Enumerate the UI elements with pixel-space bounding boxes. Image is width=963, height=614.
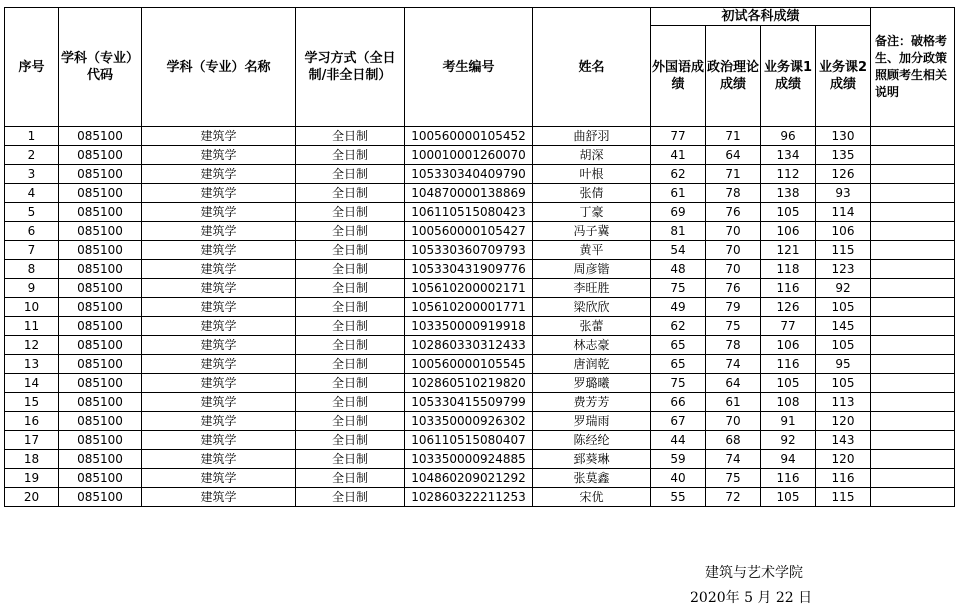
- cell-study-mode: 全日制: [296, 317, 405, 336]
- cell-politics-score: 71: [706, 127, 761, 146]
- cell-exam-no: 103350000926302: [405, 412, 533, 431]
- cell-seq: 7: [5, 241, 59, 260]
- table-row: [5, 241, 955, 260]
- header-discipline-name: 学科（专业）名称: [142, 8, 296, 127]
- table-row: [5, 336, 955, 355]
- cell-politics-score: 78: [706, 336, 761, 355]
- cell-course1-score: 138: [761, 184, 816, 203]
- cell-politics-score: 61: [706, 393, 761, 412]
- cell-name: 宋优: [533, 488, 651, 507]
- cell-remark: [871, 393, 955, 412]
- cell-foreign-score: 59: [651, 450, 706, 469]
- cell-study-mode: 全日制: [296, 260, 405, 279]
- table-row: [5, 260, 955, 279]
- cell-remark: [871, 184, 955, 203]
- cell-course1-score: 116: [761, 279, 816, 298]
- cell-course2-score: 130: [816, 127, 871, 146]
- cell-remark: [871, 336, 955, 355]
- cell-name: 梁欣欣: [533, 298, 651, 317]
- cell-study-mode: 全日制: [296, 355, 405, 374]
- table-row: [5, 469, 955, 488]
- cell-foreign-score: 48: [651, 260, 706, 279]
- cell-seq: 19: [5, 469, 59, 488]
- cell-discipline-name: 建筑学: [142, 165, 296, 184]
- cell-study-mode: 全日制: [296, 184, 405, 203]
- cell-foreign-score: 75: [651, 374, 706, 393]
- cell-foreign-score: 61: [651, 184, 706, 203]
- cell-course2-score: 115: [816, 488, 871, 507]
- cell-discipline-code: 085100: [59, 203, 142, 222]
- cell-exam-no: 105330340409790: [405, 165, 533, 184]
- cell-politics-score: 79: [706, 298, 761, 317]
- cell-remark: [871, 450, 955, 469]
- cell-name: 冯子冀: [533, 222, 651, 241]
- cell-discipline-name: 建筑学: [142, 222, 296, 241]
- cell-course1-score: 105: [761, 488, 816, 507]
- cell-discipline-code: 085100: [59, 184, 142, 203]
- cell-course1-score: 106: [761, 222, 816, 241]
- cell-remark: [871, 431, 955, 450]
- cell-course1-score: 105: [761, 374, 816, 393]
- cell-name: 周彦锴: [533, 260, 651, 279]
- cell-course1-score: 118: [761, 260, 816, 279]
- cell-course2-score: 106: [816, 222, 871, 241]
- cell-discipline-name: 建筑学: [142, 488, 296, 507]
- cell-discipline-name: 建筑学: [142, 260, 296, 279]
- cell-discipline-code: 085100: [59, 431, 142, 450]
- cell-course1-score: 105: [761, 203, 816, 222]
- cell-seq: 13: [5, 355, 59, 374]
- cell-seq: 17: [5, 431, 59, 450]
- cell-name: 曲舒羽: [533, 127, 651, 146]
- cell-name: 张蕾: [533, 317, 651, 336]
- cell-discipline-name: 建筑学: [142, 431, 296, 450]
- cell-seq: 18: [5, 450, 59, 469]
- cell-politics-score: 70: [706, 412, 761, 431]
- cell-discipline-name: 建筑学: [142, 355, 296, 374]
- cell-discipline-name: 建筑学: [142, 450, 296, 469]
- table-row: [5, 184, 955, 203]
- cell-course2-score: 105: [816, 374, 871, 393]
- cell-study-mode: 全日制: [296, 450, 405, 469]
- cell-foreign-score: 49: [651, 298, 706, 317]
- cell-course2-score: 105: [816, 298, 871, 317]
- cell-discipline-name: 建筑学: [142, 203, 296, 222]
- cell-exam-no: 100010001260070: [405, 146, 533, 165]
- cell-politics-score: 71: [706, 165, 761, 184]
- table-row: [5, 127, 955, 146]
- cell-course1-score: 116: [761, 469, 816, 488]
- cell-discipline-code: 085100: [59, 222, 142, 241]
- cell-seq: 5: [5, 203, 59, 222]
- cell-course2-score: 93: [816, 184, 871, 203]
- cell-discipline-code: 085100: [59, 298, 142, 317]
- footer-organization: 建筑与艺术学院: [705, 565, 803, 581]
- cell-foreign-score: 67: [651, 412, 706, 431]
- cell-exam-no: 105330431909776: [405, 260, 533, 279]
- cell-study-mode: 全日制: [296, 298, 405, 317]
- cell-discipline-code: 085100: [59, 241, 142, 260]
- cell-remark: [871, 469, 955, 488]
- cell-foreign-score: 44: [651, 431, 706, 450]
- cell-discipline-name: 建筑学: [142, 374, 296, 393]
- cell-politics-score: 75: [706, 317, 761, 336]
- cell-exam-no: 105610200002171: [405, 279, 533, 298]
- header-exam-no: 考生编号: [405, 8, 533, 127]
- cell-name: 张莫鑫: [533, 469, 651, 488]
- cell-name: 陈经纶: [533, 431, 651, 450]
- cell-discipline-code: 085100: [59, 146, 142, 165]
- cell-politics-score: 70: [706, 222, 761, 241]
- cell-exam-no: 100560000105545: [405, 355, 533, 374]
- cell-exam-no: 103350000919918: [405, 317, 533, 336]
- cell-discipline-code: 085100: [59, 469, 142, 488]
- table-body: [5, 127, 955, 507]
- cell-discipline-code: 085100: [59, 279, 142, 298]
- cell-discipline-code: 085100: [59, 355, 142, 374]
- cell-politics-score: 76: [706, 279, 761, 298]
- cell-study-mode: 全日制: [296, 222, 405, 241]
- cell-course1-score: 106: [761, 336, 816, 355]
- cell-course1-score: 126: [761, 298, 816, 317]
- cell-politics-score: 72: [706, 488, 761, 507]
- cell-study-mode: 全日制: [296, 203, 405, 222]
- header-course2: 业务课2成绩: [816, 26, 871, 127]
- cell-discipline-name: 建筑学: [142, 127, 296, 146]
- table-row: [5, 488, 955, 507]
- cell-name: 丁豪: [533, 203, 651, 222]
- cell-foreign-score: 66: [651, 393, 706, 412]
- cell-remark: [871, 298, 955, 317]
- cell-remark: [871, 412, 955, 431]
- cell-seq: 9: [5, 279, 59, 298]
- cell-course1-score: 134: [761, 146, 816, 165]
- cell-politics-score: 70: [706, 260, 761, 279]
- cell-seq: 2: [5, 146, 59, 165]
- table-row: [5, 450, 955, 469]
- cell-course1-score: 91: [761, 412, 816, 431]
- cell-remark: [871, 165, 955, 184]
- cell-politics-score: 74: [706, 355, 761, 374]
- cell-study-mode: 全日制: [296, 469, 405, 488]
- table-row: [5, 355, 955, 374]
- cell-exam-no: 102860330312433: [405, 336, 533, 355]
- cell-politics-score: 64: [706, 374, 761, 393]
- cell-foreign-score: 69: [651, 203, 706, 222]
- cell-name: 黄平: [533, 241, 651, 260]
- cell-remark: [871, 146, 955, 165]
- cell-course1-score: 92: [761, 431, 816, 450]
- cell-course2-score: 113: [816, 393, 871, 412]
- cell-study-mode: 全日制: [296, 146, 405, 165]
- table-row: [5, 279, 955, 298]
- cell-seq: 16: [5, 412, 59, 431]
- cell-course2-score: 143: [816, 431, 871, 450]
- header-remark: 备注：破格考生、加分政策照顾考生相关说明: [871, 8, 955, 127]
- cell-course1-score: 77: [761, 317, 816, 336]
- cell-exam-no: 104870000138869: [405, 184, 533, 203]
- cell-exam-no: 106110515080407: [405, 431, 533, 450]
- cell-seq: 11: [5, 317, 59, 336]
- cell-seq: 15: [5, 393, 59, 412]
- cell-name: 唐润乾: [533, 355, 651, 374]
- cell-study-mode: 全日制: [296, 279, 405, 298]
- cell-course2-score: 105: [816, 336, 871, 355]
- cell-course2-score: 92: [816, 279, 871, 298]
- cell-discipline-code: 085100: [59, 336, 142, 355]
- cell-foreign-score: 54: [651, 241, 706, 260]
- cell-course2-score: 114: [816, 203, 871, 222]
- cell-name: 叶根: [533, 165, 651, 184]
- cell-study-mode: 全日制: [296, 165, 405, 184]
- cell-course2-score: 126: [816, 165, 871, 184]
- cell-foreign-score: 62: [651, 165, 706, 184]
- cell-foreign-score: 77: [651, 127, 706, 146]
- cell-study-mode: 全日制: [296, 393, 405, 412]
- cell-seq: 20: [5, 488, 59, 507]
- cell-course1-score: 116: [761, 355, 816, 374]
- cell-discipline-name: 建筑学: [142, 412, 296, 431]
- cell-seq: 6: [5, 222, 59, 241]
- cell-discipline-code: 085100: [59, 488, 142, 507]
- cell-study-mode: 全日制: [296, 336, 405, 355]
- cell-discipline-code: 085100: [59, 165, 142, 184]
- cell-foreign-score: 40: [651, 469, 706, 488]
- cell-discipline-code: 085100: [59, 450, 142, 469]
- cell-course1-score: 96: [761, 127, 816, 146]
- table-row: [5, 222, 955, 241]
- table-row: [5, 393, 955, 412]
- cell-foreign-score: 65: [651, 336, 706, 355]
- cell-exam-no: 102860322211253: [405, 488, 533, 507]
- cell-discipline-name: 建筑学: [142, 393, 296, 412]
- cell-exam-no: 106110515080423: [405, 203, 533, 222]
- cell-seq: 1: [5, 127, 59, 146]
- cell-discipline-code: 085100: [59, 393, 142, 412]
- table-row: [5, 146, 955, 165]
- header-study-mode: 学习方式（全日制/非全日制）: [296, 8, 405, 127]
- cell-course2-score: 115: [816, 241, 871, 260]
- header-foreign-language: 外国语成绩: [651, 26, 706, 127]
- cell-foreign-score: 41: [651, 146, 706, 165]
- cell-exam-no: 100560000105427: [405, 222, 533, 241]
- cell-foreign-score: 65: [651, 355, 706, 374]
- cell-course2-score: 145: [816, 317, 871, 336]
- cell-discipline-name: 建筑学: [142, 336, 296, 355]
- cell-name: 李旺胜: [533, 279, 651, 298]
- cell-name: 张倩: [533, 184, 651, 203]
- cell-name: 郅葵琳: [533, 450, 651, 469]
- cell-discipline-name: 建筑学: [142, 317, 296, 336]
- cell-study-mode: 全日制: [296, 412, 405, 431]
- footer-date: 2020年 5 月 22 日: [690, 590, 813, 606]
- cell-politics-score: 75: [706, 469, 761, 488]
- table-row: [5, 374, 955, 393]
- cell-exam-no: 105330415509799: [405, 393, 533, 412]
- cell-remark: [871, 488, 955, 507]
- table-row: [5, 431, 955, 450]
- cell-remark: [871, 127, 955, 146]
- table-row: [5, 165, 955, 184]
- admission-score-table: [4, 7, 955, 507]
- header-course1: 业务课1成绩: [761, 26, 816, 127]
- cell-remark: [871, 260, 955, 279]
- cell-politics-score: 78: [706, 184, 761, 203]
- cell-course2-score: 135: [816, 146, 871, 165]
- cell-course2-score: 120: [816, 450, 871, 469]
- cell-politics-score: 76: [706, 203, 761, 222]
- cell-course1-score: 108: [761, 393, 816, 412]
- cell-name: 罗瑞雨: [533, 412, 651, 431]
- cell-politics-score: 74: [706, 450, 761, 469]
- cell-remark: [871, 203, 955, 222]
- cell-foreign-score: 55: [651, 488, 706, 507]
- header-name: 姓名: [533, 8, 651, 127]
- cell-remark: [871, 355, 955, 374]
- header-scores-group: 初试各科成绩: [651, 8, 871, 26]
- cell-study-mode: 全日制: [296, 241, 405, 260]
- table-row: [5, 298, 955, 317]
- cell-seq: 12: [5, 336, 59, 355]
- cell-study-mode: 全日制: [296, 127, 405, 146]
- cell-exam-no: 102860510219820: [405, 374, 533, 393]
- cell-seq: 14: [5, 374, 59, 393]
- cell-politics-score: 64: [706, 146, 761, 165]
- cell-course2-score: 95: [816, 355, 871, 374]
- table-row: [5, 203, 955, 222]
- cell-course1-score: 121: [761, 241, 816, 260]
- cell-name: 罗璐曦: [533, 374, 651, 393]
- table-row: [5, 412, 955, 431]
- cell-discipline-name: 建筑学: [142, 184, 296, 203]
- cell-exam-no: 105610200001771: [405, 298, 533, 317]
- cell-remark: [871, 241, 955, 260]
- cell-seq: 10: [5, 298, 59, 317]
- cell-name: 林志豪: [533, 336, 651, 355]
- cell-course2-score: 120: [816, 412, 871, 431]
- cell-foreign-score: 75: [651, 279, 706, 298]
- cell-exam-no: 105330360709793: [405, 241, 533, 260]
- cell-foreign-score: 81: [651, 222, 706, 241]
- cell-discipline-code: 085100: [59, 412, 142, 431]
- cell-course1-score: 112: [761, 165, 816, 184]
- cell-course2-score: 123: [816, 260, 871, 279]
- header-discipline-code: 学科（专业）代码: [59, 8, 142, 127]
- cell-remark: [871, 374, 955, 393]
- cell-remark: [871, 317, 955, 336]
- cell-study-mode: 全日制: [296, 488, 405, 507]
- cell-study-mode: 全日制: [296, 374, 405, 393]
- cell-remark: [871, 222, 955, 241]
- cell-exam-no: 103350000924885: [405, 450, 533, 469]
- cell-politics-score: 70: [706, 241, 761, 260]
- cell-course2-score: 116: [816, 469, 871, 488]
- cell-discipline-code: 085100: [59, 374, 142, 393]
- cell-discipline-code: 085100: [59, 127, 142, 146]
- cell-seq: 8: [5, 260, 59, 279]
- cell-seq: 4: [5, 184, 59, 203]
- cell-name: 胡深: [533, 146, 651, 165]
- header-politics: 政治理论成绩: [706, 26, 761, 127]
- cell-politics-score: 68: [706, 431, 761, 450]
- cell-discipline-name: 建筑学: [142, 298, 296, 317]
- cell-name: 费芳芳: [533, 393, 651, 412]
- cell-exam-no: 100560000105452: [405, 127, 533, 146]
- cell-exam-no: 104860209021292: [405, 469, 533, 488]
- cell-seq: 3: [5, 165, 59, 184]
- cell-course1-score: 94: [761, 450, 816, 469]
- cell-remark: [871, 279, 955, 298]
- cell-study-mode: 全日制: [296, 431, 405, 450]
- cell-discipline-code: 085100: [59, 317, 142, 336]
- cell-discipline-name: 建筑学: [142, 279, 296, 298]
- cell-discipline-name: 建筑学: [142, 469, 296, 488]
- header-seq: 序号: [5, 8, 59, 127]
- table-row: [5, 317, 955, 336]
- cell-foreign-score: 62: [651, 317, 706, 336]
- cell-discipline-name: 建筑学: [142, 241, 296, 260]
- cell-discipline-name: 建筑学: [142, 146, 296, 165]
- cell-discipline-code: 085100: [59, 260, 142, 279]
